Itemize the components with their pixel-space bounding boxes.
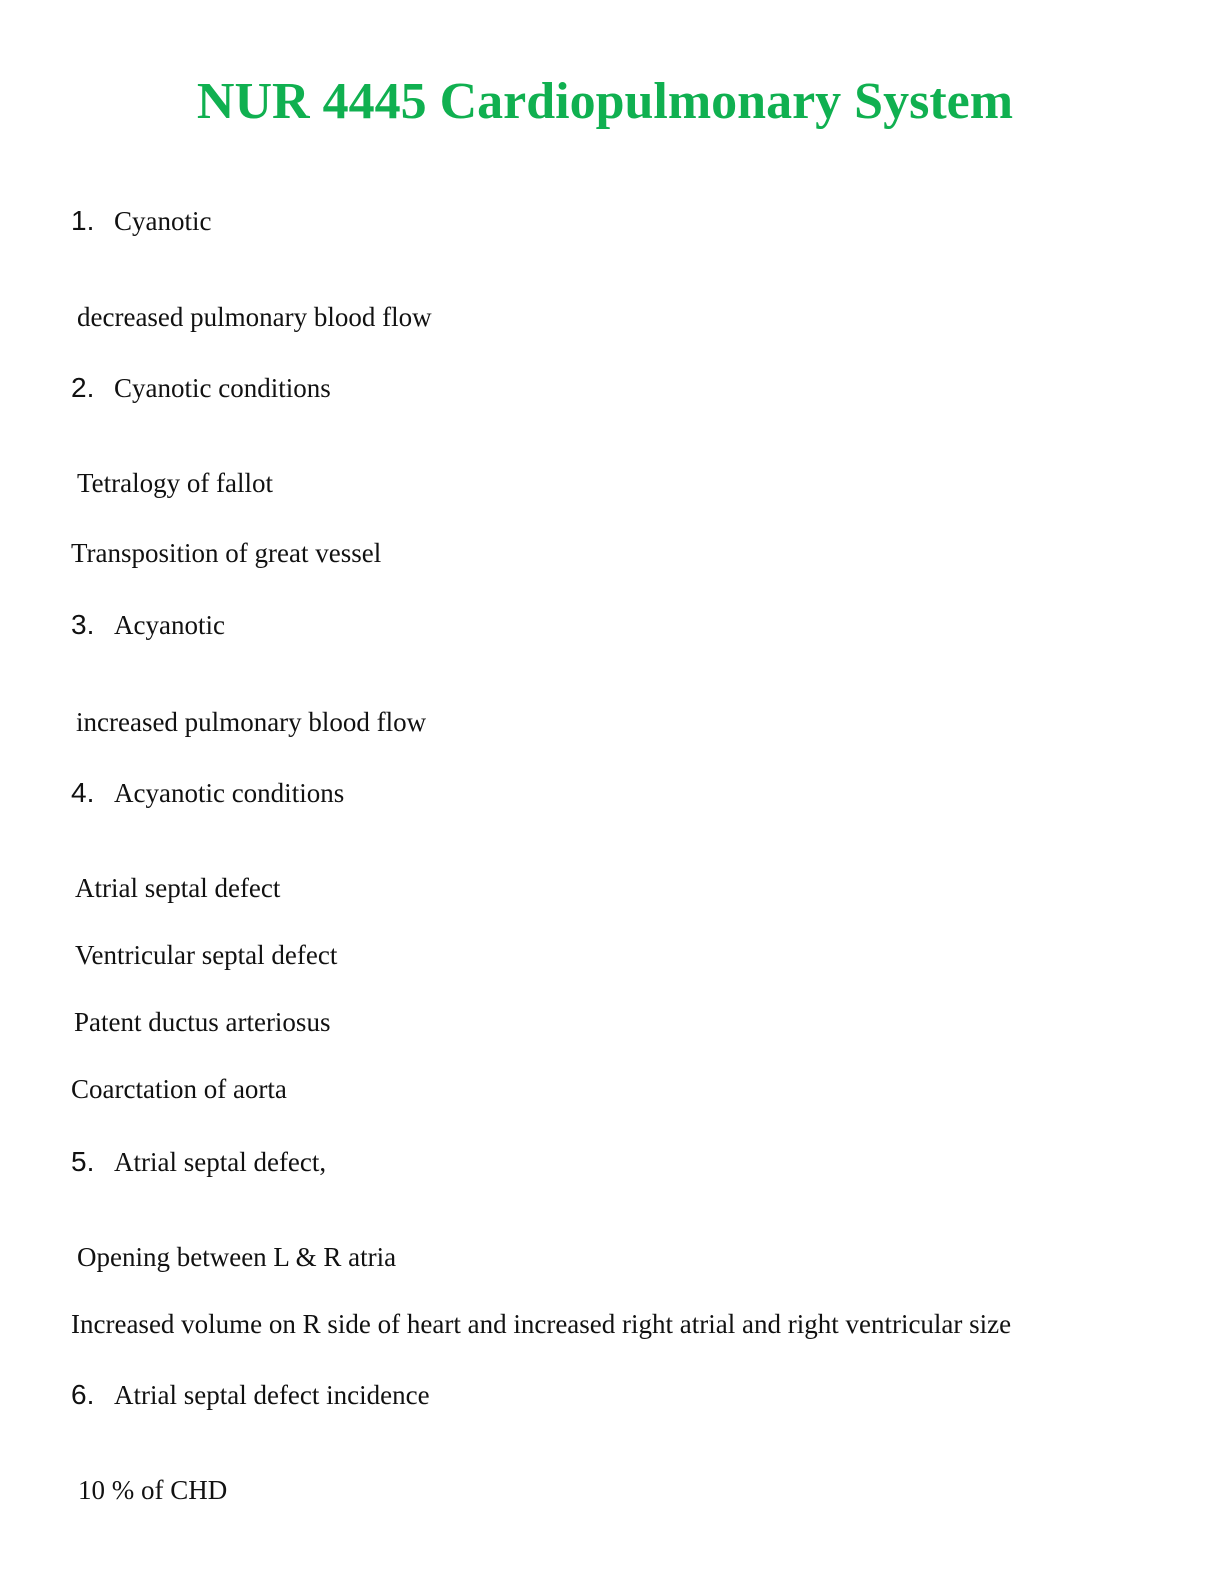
question-number: 1. bbox=[71, 205, 95, 236]
question-6 bbox=[71, 1378, 430, 1412]
answer-line: Tetralogy of fallot bbox=[77, 468, 274, 498]
question-term: Acyanotic conditions bbox=[114, 778, 345, 808]
answer-line: Transposition of great vessel bbox=[71, 538, 382, 568]
answer-line: Increased volume on R side of heart and increased right atrial and right ventricular size bbox=[71, 1309, 1012, 1339]
answer-line: Ventricular septal defect bbox=[75, 940, 338, 970]
question-term: Atrial septal defect, bbox=[114, 1147, 327, 1177]
answer-line: Patent ductus arteriosus bbox=[74, 1007, 331, 1037]
question-2 bbox=[71, 371, 331, 405]
question-term: Cyanotic conditions bbox=[114, 373, 331, 403]
answer-line: Atrial septal defect bbox=[75, 873, 281, 903]
question-number: 6. bbox=[71, 1379, 95, 1410]
page-title: NUR 4445 Cardiopulmonary System bbox=[196, 73, 1014, 130]
question-4 bbox=[71, 776, 344, 810]
question-term: Atrial septal defect incidence bbox=[114, 1380, 430, 1410]
question-number: 2. bbox=[71, 372, 95, 403]
question-term: Acyanotic bbox=[114, 610, 225, 640]
question-5 bbox=[71, 1145, 326, 1179]
question-number: 5. bbox=[71, 1146, 95, 1177]
question-number: 4. bbox=[71, 777, 95, 808]
answer-line: 10 % of CHD bbox=[78, 1475, 228, 1505]
question-number: 3. bbox=[71, 609, 95, 640]
answer-line: Coarctation of aorta bbox=[71, 1074, 287, 1104]
answer-line: decreased pulmonary blood flow bbox=[77, 302, 432, 332]
question-1 bbox=[71, 204, 211, 238]
question-term: Cyanotic bbox=[114, 206, 212, 236]
question-3 bbox=[71, 608, 225, 642]
answer-line: Opening between L & R atria bbox=[77, 1242, 397, 1272]
answer-line: increased pulmonary blood flow bbox=[76, 707, 427, 737]
